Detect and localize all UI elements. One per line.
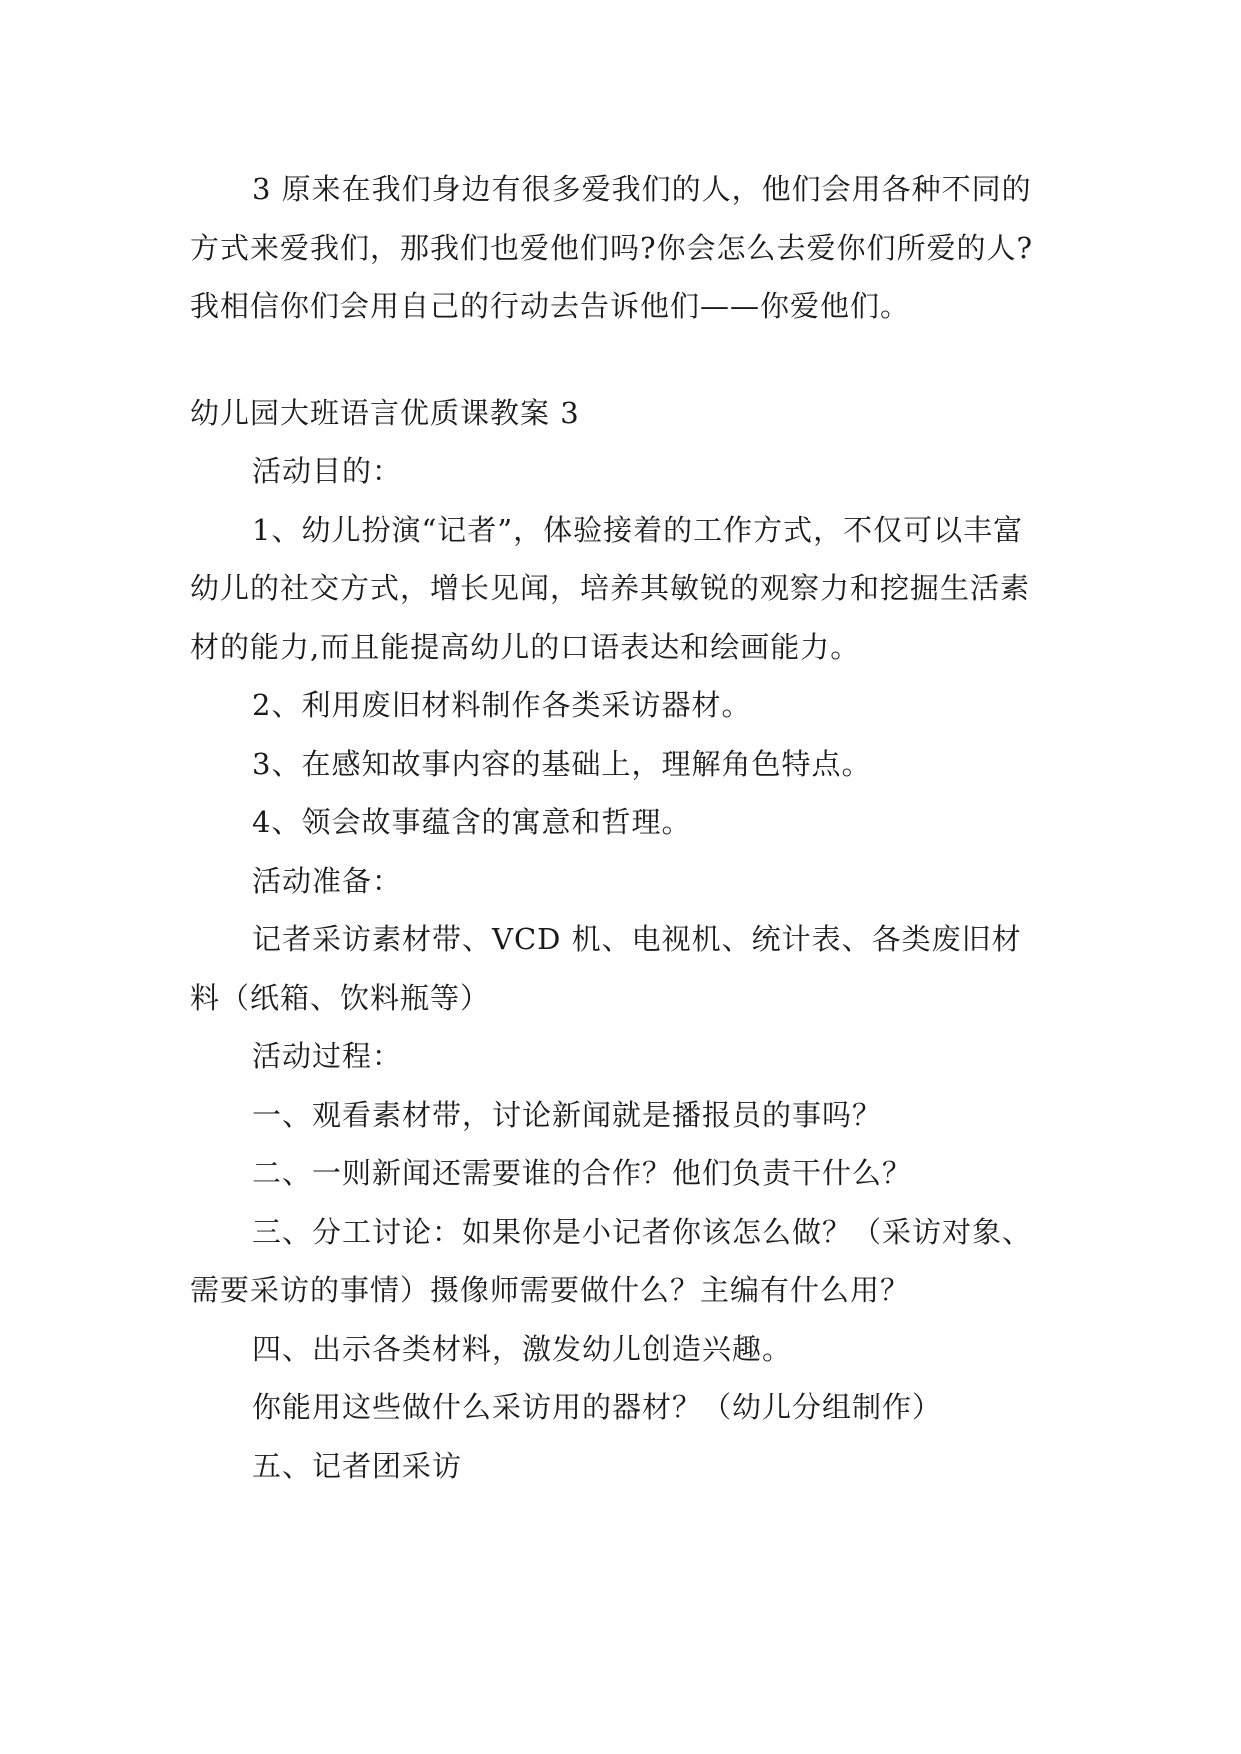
paragraph-objective-2: 2、利用废旧材料制作各类采访器材。 [252,688,752,722]
paragraph-preparation-label: 活动准备： [252,863,403,898]
paragraph-step-1: 一、观看素材带，讨论新闻就是播报员的事吗？ [252,1097,883,1132]
paragraph-objective-4: 4、领会故事蕴含的寓意和哲理。 [252,805,692,839]
paragraph-step-2: 二、一则新闻还需要谁的合作？他们负责干什么？ [252,1156,913,1190]
paragraph-step-4: 四、出示各类材料，激发幼儿创造兴趣。 [252,1331,793,1366]
intro-paragraph: 3 原来在我们身边有很多爱我们的人，他们会用各种不同的方式来爱我们，那我们也爱他们吗?你会怎么去爱你们所爱的人?我相信你们会用自己的行动去告诉他们——你爱他们。 [190,172,1034,323]
paragraph-step-4-question: 你能用这些做什么采访用的器材？（幼儿分组制作） [252,1390,943,1424]
paragraph-objectives-label: 活动目的： [252,454,403,488]
section-gap [190,336,1050,384]
paragraph-step-3: 三、分工讨论：如果你是小记者你该怎么做？（采访对象、需要采访的事情）摄像师需要做什么？主编有什么用？ [190,1214,1033,1307]
paragraph-process-label: 活动过程： [252,1039,403,1073]
paragraph-objective-1: 1、幼儿扮演“记者”，体验接着的工作方式，不仅可以丰富幼儿的社交方式，增长见闻，培养其敏锐的观察力和挖掘生活素材的能力,而且能提高幼儿的口语表达和绘画能力。 [190,512,1031,664]
section-title: 幼儿园大班语言优质课教案 3 [190,395,580,430]
document-body [190,160,1050,1495]
paragraph-step-5: 五、记者团采访 [252,1448,463,1483]
paragraph-objective-3: 3、在感知故事内容的基础上，理解角色特点。 [252,746,872,781]
paragraph-preparation-items: 记者采访素材带、VCD 机、电视机、统计表、各类废旧材料（纸箱、饮料瓶等） [190,922,1022,1015]
